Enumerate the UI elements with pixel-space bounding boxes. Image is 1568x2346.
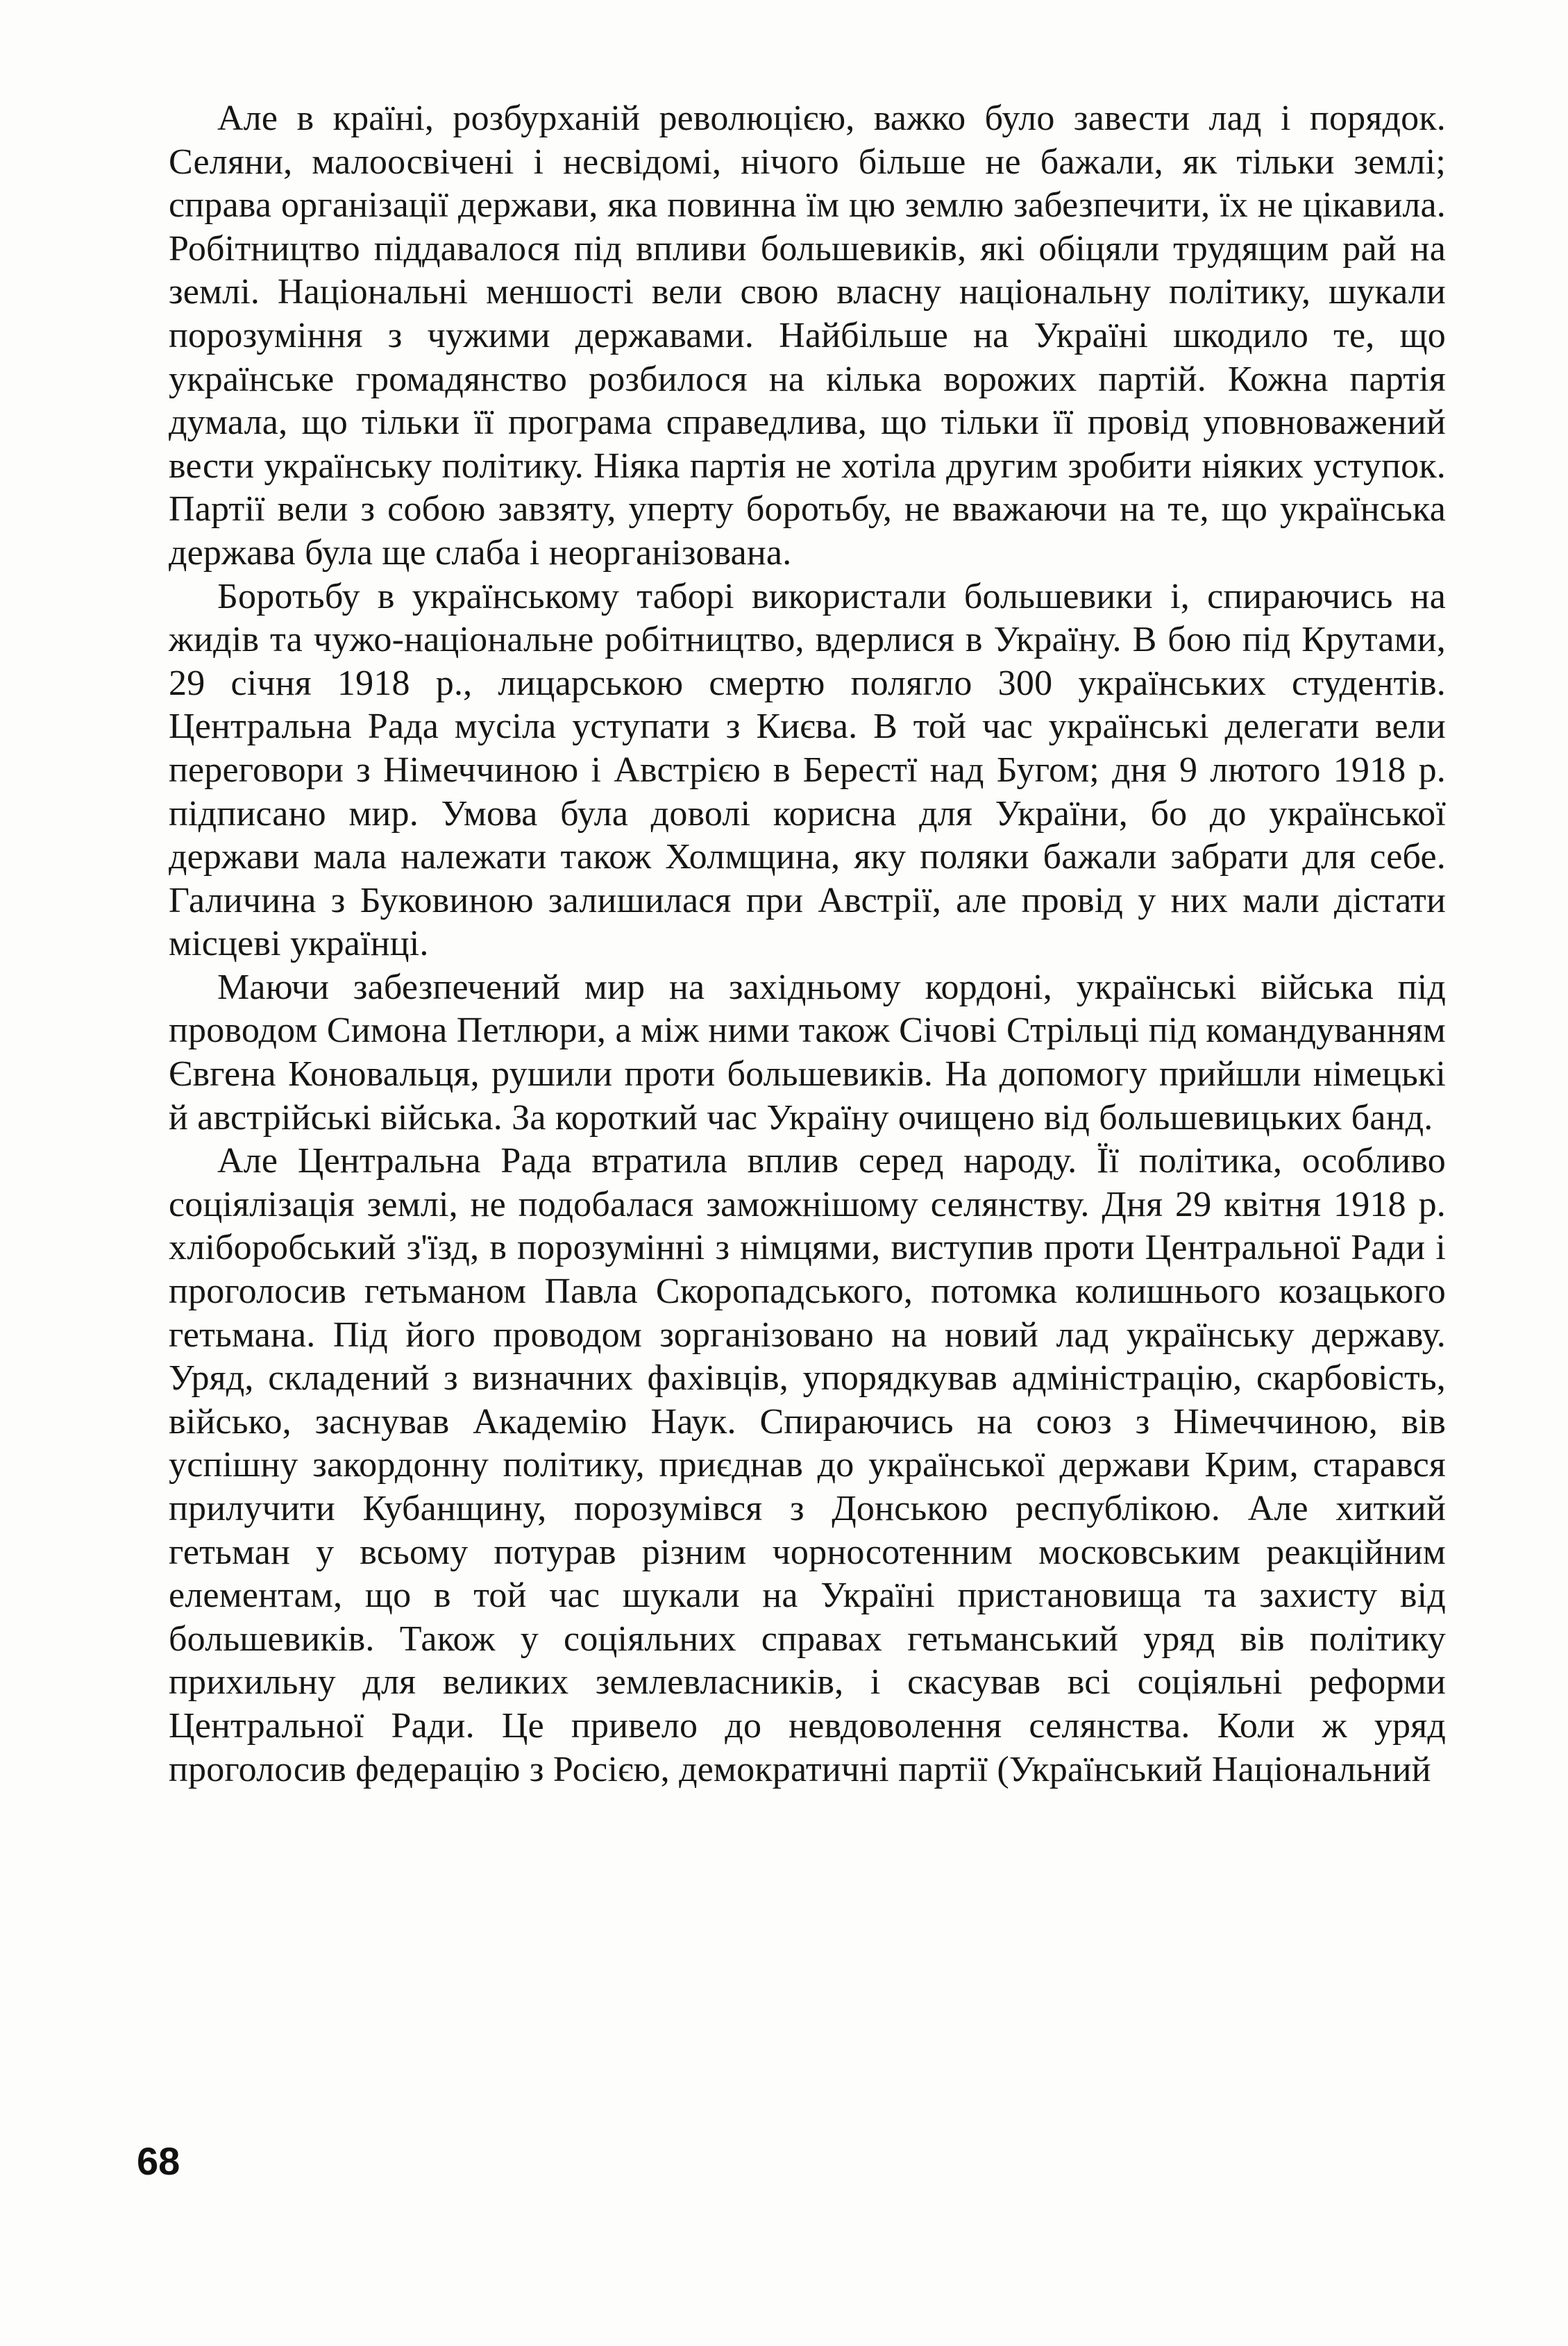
paragraph: Але Центральна Рада втратила вплив серед народу. Її політика, особливо соціялізація землі, не подобалася заможнішому селянству. Дня 29 квітня 1918 р. хліборобський з'їзд, в порозумінні з німцями, виступив проти Центральної Ради і проголосив гетьманом Павла Скоропадського, потомка колишнього козацького гетьмана. Під його проводом зорганізовано на новий лад українську державу. Уряд, складений з визначних фахівців, упорядкував адміністрацію, скарбовість, військо, заснував Академію Наук. Спираючись на союз з Німеччиною, вів успішну закордонну політику, приєднав до української держави Крим, старався прилучити Кубанщину, порозумівся з Донською республікою. Але хиткий гетьман у всьому потурав різним чорносотенним московським реакційним елементам, що в той час шукали на Україні пристановища та захисту від большевиків. Також у соціяльних справах гетьманський уряд вів політику прихильну для великих землевласників, і скасував всі соціяльні реформи Центральної Ради. Це привело до невдоволення селянства. Коли ж уряд проголосив федерацію з Росією, демократичні партії (Український Національний xyxy=(169,1141,1446,1789)
paragraph: Маючи забезпечений мир на західньому кордоні, українські війська під проводом Симона Петлюри, а між ними також Січові Стрільці під командуванням Євгена Коновальця, рушили проти большевиків. На допомогу прийшли німецькі й австрійські війська. За короткий час Україну очищено від большевицьких банд. xyxy=(169,967,1446,1138)
page-number: 68 xyxy=(137,2139,180,2183)
paragraph: Боротьбу в українському таборі використали большевики і, спираючись на жидів та чужо-національне робітництво, вдерлися в Україну. В бою під Крутами, 29 січня 1918 р., лицарською смертю полягло 300 українських студентів. Центральна Рада мусіла уступати з Києва. В той час українські делегати вели переговори з Німеччиною і Австрією в Берестї над Бугом; дня 9 лютого 1918 р. підписано мир. Умова була доволі корисна для України, бо до української держави мала належати також Холмщина, яку поляки бажали забрати для себе. Галичина з Буковиною залишилася при Австрії, але провід у них мали дістати місцеві українці. xyxy=(169,576,1446,964)
body-text xyxy=(169,97,1446,1791)
paragraph: Але в країні, розбурханій революцією, важко було завести лад і порядок. Селяни, малоосвічені і несвідомі, нічого більше не бажали, як тільки землі; справа організації держави, яка повинна їм цю землю забезпечити, їх не цікавила. Робітництво піддавалося під впливи большевиків, які обіцяли трудящим рай на землі. Національні меншості вели свою власну національну політику, шукали порозуміння з чужими державами. Найбільше на Україні шкодило те, що українське громадянство розбилося на кілька ворожих партій. Кожна партія думала, що тільки її програма справедлива, що тільки її провід уповноважений вести українську політику. Ніяка партія не хотіла другим зробити ніяких уступок. Партії вели з собою завзяту, уперту боротьбу, не вважаючи на те, що українська держава була ще слаба і неорганізована. xyxy=(169,99,1446,573)
